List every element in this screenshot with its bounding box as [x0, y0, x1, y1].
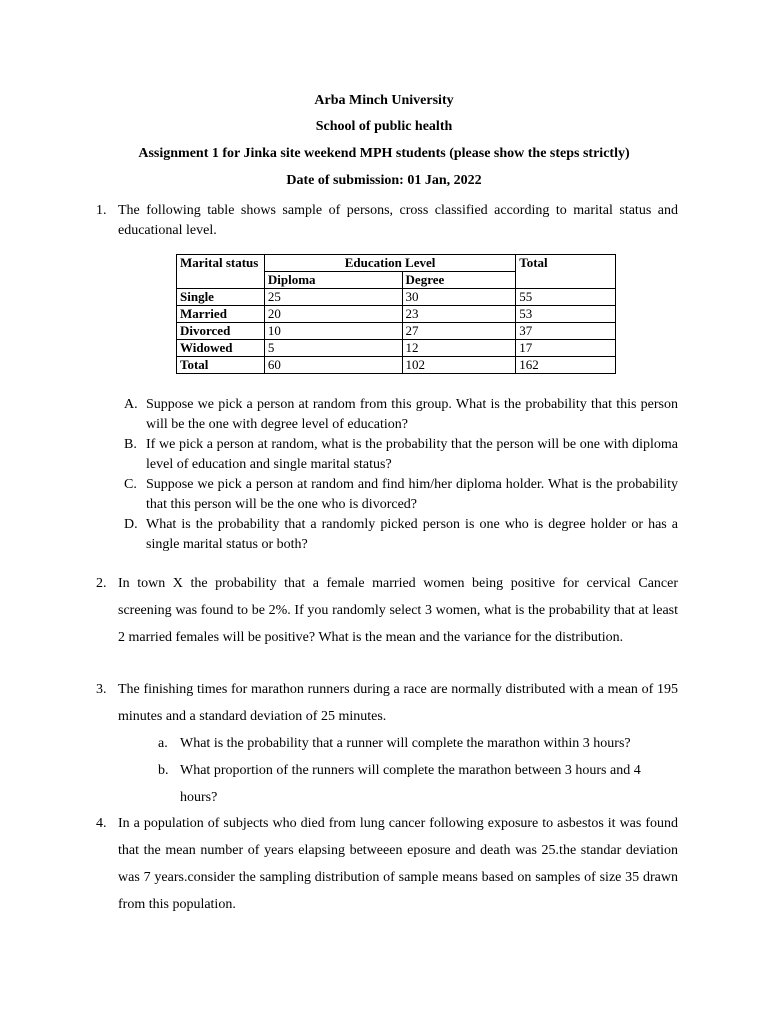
header-degree: Degree [402, 272, 516, 289]
cell-diploma: 20 [264, 306, 402, 323]
table-row [177, 357, 616, 374]
subquestion-label: C. [124, 477, 137, 492]
question-number: 2. [96, 576, 107, 591]
header-education-level: Education Level [264, 255, 515, 272]
submission-date: Date of submission: 01 Jan, 2022 [286, 173, 482, 188]
subquestion-b [156, 757, 678, 811]
cell-degree: 12 [402, 340, 516, 357]
question-3 [96, 676, 678, 730]
table-row [177, 306, 616, 323]
subquestion-text: What is the probability that a randomly picked person is one who is degree holder or has a single marital status or both? [146, 517, 678, 552]
cell-total: 17 [516, 340, 616, 357]
cell-diploma: 10 [264, 323, 402, 340]
row-label: Single [177, 289, 265, 306]
education-table [176, 254, 616, 374]
university-name: Arba Minch University [314, 93, 454, 108]
header-diploma: Diploma [264, 272, 402, 289]
subquestion-d [124, 515, 678, 555]
subquestion-text: Suppose we pick a person at random from this group. What is the probability that this person will be the one with degree level of education? [146, 397, 678, 432]
subquestion-text: What proportion of the runners will complete the marathon between 3 hours and 4 hours? [180, 763, 641, 805]
subquestion-label: A. [124, 397, 138, 412]
row-label: Total [177, 357, 265, 374]
cell-diploma: 5 [264, 340, 402, 357]
question-text: The following table shows sample of persons, cross classified according to marital status and educational level. [118, 203, 678, 238]
subquestion-label: B. [124, 437, 137, 452]
row-label: Divorced [177, 323, 265, 340]
table-row [177, 340, 616, 357]
subquestion-text: Suppose we pick a person at random and find him/her diploma holder. What is the probability that this person will be the one who is divorced? [146, 477, 678, 512]
subquestion-text: What is the probability that a runner will complete the marathon within 3 hours? [180, 736, 631, 751]
subquestion-label: a. [158, 736, 168, 751]
cell-degree: 27 [402, 323, 516, 340]
question-3-subquestions [156, 730, 678, 811]
row-label: Married [177, 306, 265, 323]
table-row [177, 289, 616, 306]
question-text: In town X the probability that a female married women being positive for cervical Cancer screening was found to be 2%. If you randomly select 3 women, what is the probability that at least 2 married females will be positive? What is the mean and the variance for the distribution. [118, 576, 678, 645]
cell-total: 37 [516, 323, 616, 340]
question-4 [96, 810, 678, 918]
question-text: In a population of subjects who died from lung cancer following exposure to asbestos it was found that the mean number of years elapsing betweeen eposure and death was 25.the standar deviation was 7 years.consider the sampling distribution of sample means based on samples of size 35 drawn from this population. [118, 816, 678, 912]
subquestion-a [124, 395, 678, 435]
cell-degree: 102 [402, 357, 516, 374]
assignment-title: Assignment 1 for Jinka site weekend MPH students (please show the steps strictly) [138, 146, 630, 161]
subquestion-a [156, 730, 678, 757]
cell-diploma: 60 [264, 357, 402, 374]
table-row [177, 323, 616, 340]
question-text: The finishing times for marathon runners during a race are normally distributed with a mean of 195 minutes and a standard deviation of 25 minutes. [118, 682, 678, 724]
cell-total: 55 [516, 289, 616, 306]
school-name: School of public health [315, 119, 453, 134]
subquestion-label: D. [124, 517, 138, 532]
subquestion-text: If we pick a person at random, what is the probability that the person will be one with diploma level of education and single marital status? [146, 437, 678, 472]
cell-diploma: 25 [264, 289, 402, 306]
question-number: 4. [96, 816, 107, 831]
question-number: 1. [96, 203, 107, 218]
cell-total: 162 [516, 357, 616, 374]
cell-total: 53 [516, 306, 616, 323]
question-1 [96, 201, 678, 241]
row-label: Widowed [177, 340, 265, 357]
header-marital-status: Marital status [177, 255, 265, 289]
question-1-subquestions [124, 395, 678, 555]
question-2 [96, 570, 678, 651]
header-total: Total [516, 255, 616, 289]
cell-degree: 30 [402, 289, 516, 306]
subquestion-b [124, 435, 678, 475]
question-number: 3. [96, 682, 107, 697]
subquestion-label: b. [158, 763, 169, 778]
subquestion-c [124, 475, 678, 515]
cell-degree: 23 [402, 306, 516, 323]
